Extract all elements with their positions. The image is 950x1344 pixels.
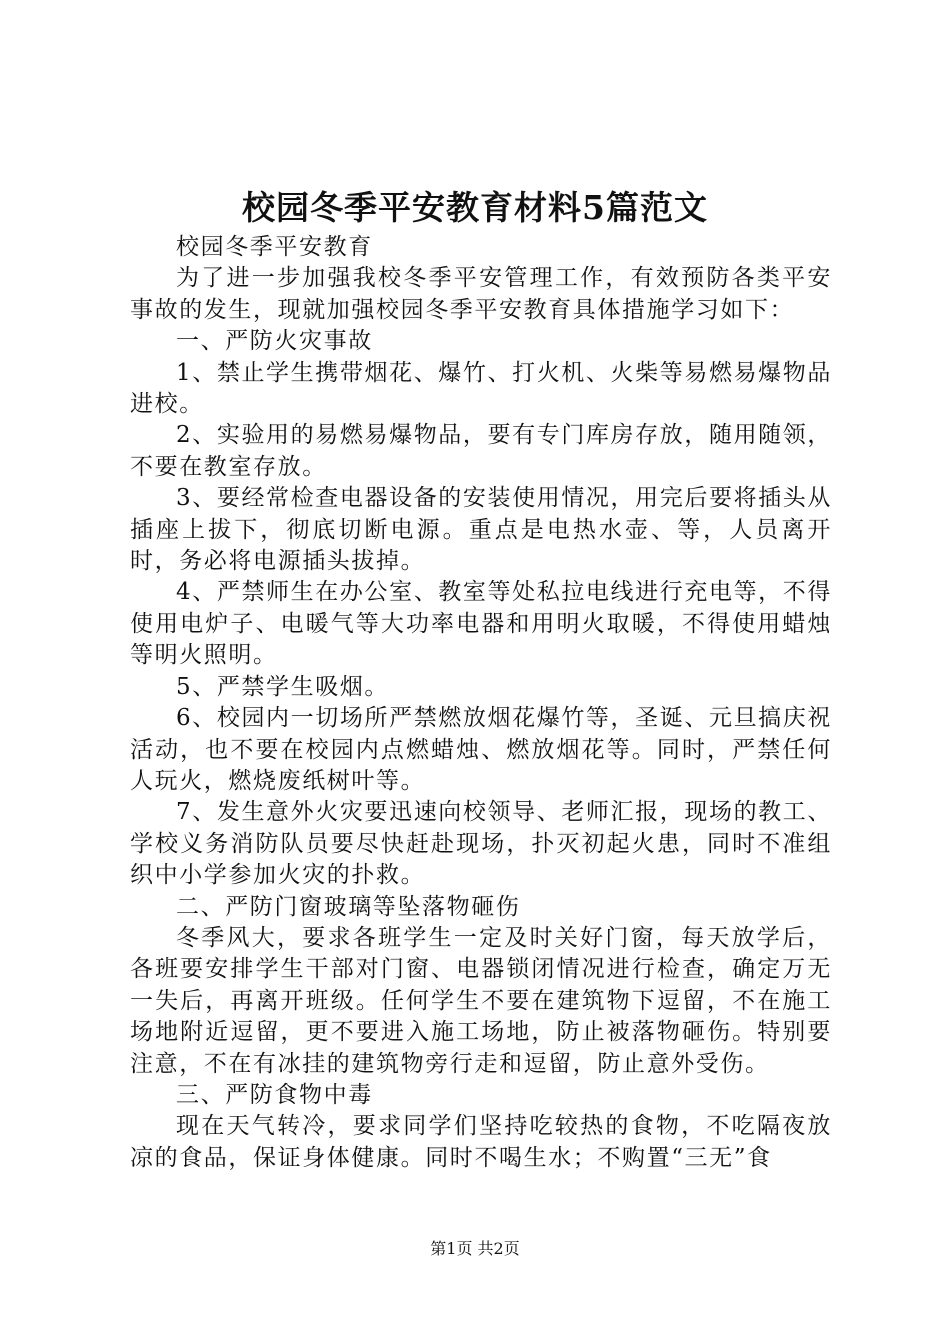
paragraph: 校园冬季平安教育 (176, 234, 373, 260)
section-heading: 一、严防火灾事故 (176, 328, 373, 355)
section-heading: 三、严防食物中毒 (176, 1081, 373, 1108)
document-body (130, 232, 832, 1174)
paragraph: 现在天气转冷，要求同学们坚持吃较热的食物，不吃隔夜放凉的食品，保证身体健康。同时不喝生水；不购置“三无”食 (130, 1113, 832, 1171)
list-item: 5、严禁学生吸烟。 (176, 673, 390, 700)
list-item: 7、发生意外火灾要迅速向校领导、老师汇报，现场的教工、学校义务消防队员要尽快赶赴现场，扑灭初起火患，同时不准组织中小学参加火灾的扑救。 (130, 799, 832, 889)
paragraph: 冬季风大，要求各班学生一定及时关好门窗，每天放学后，各班要安排学生干部对门窗、电器锁闭情况进行检查，确定万无一失后，再离开班级。任何学生不要在建筑物下逗留，不在施工场地附近逗留，更不要进入施工场地，防止被落物砸伤。特别要注意，不在有冰挂的建筑物旁行走和逗留，防止意外受伤。 (130, 924, 832, 1077)
page-number: 第1页 共2页 (430, 1239, 520, 1258)
list-item: 6、校园内一切场所严禁燃放烟花爆竹等，圣诞、元旦搞庆祝活动，也不要在校园内点燃蜡烛、燃放烟花等。同时，严禁任何人玩火，燃烧废纸树叶等。 (130, 705, 832, 794)
document-title: 校园冬季平安教育材料5篇范文 (242, 188, 708, 227)
list-item: 4、严禁师生在办公室、教室等处私拉电线进行充电等，不得使用电炉子、电暖气等大功率电器和用明火取暖，不得使用蜡烛等明火照明。 (130, 579, 832, 669)
list-item: 2、实验用的易燃易爆物品，要有专门库房存放，随用随领，不要在教室存放。 (130, 422, 832, 480)
section-heading: 二、严防门窗玻璃等坠落物砸伤 (176, 893, 521, 920)
list-item: 3、要经常检查电器设备的安装使用情况，用完后要将插头从插座上拔下，彻底切断电源。重点是电热水壶、等，人员离开时，务必将电源插头拔掉。 (130, 485, 832, 575)
list-item: 1、禁止学生携带烟花、爆竹、打火机、火柴等易燃易爆物品进校。 (130, 359, 832, 418)
paragraph: 为了进一步加强我校冬季平安管理工作，有效预防各类平安事故的发生，现就加强校园冬季平安教育具体措施学习如下： (130, 265, 832, 323)
